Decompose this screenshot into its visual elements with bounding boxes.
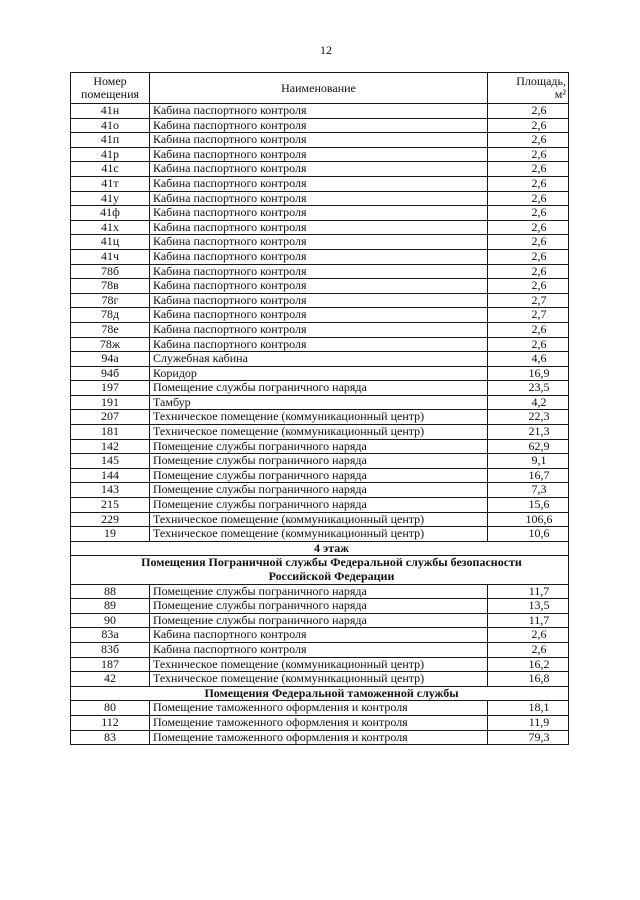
- room-area-cell: 2,7: [488, 308, 569, 323]
- room-name-cell: Помещение службы пограничного наряда: [150, 469, 488, 484]
- room-name-cell: Помещение службы пограничного наряда: [150, 454, 488, 469]
- room-number-cell: 41о: [71, 119, 150, 134]
- room-name-cell: Кабина паспортного контроля: [150, 192, 488, 207]
- room-number-cell: 78г: [71, 294, 150, 309]
- room-number-cell: 207: [71, 410, 150, 425]
- room-name-cell: Помещение службы пограничного наряда: [150, 585, 488, 600]
- table-row: [71, 221, 569, 236]
- room-number-cell: 41т: [71, 177, 150, 192]
- room-name-cell: Помещение службы пограничного наряда: [150, 440, 488, 455]
- table-row: [71, 498, 569, 513]
- table-row: [71, 367, 569, 382]
- room-number-cell: 181: [71, 425, 150, 440]
- room-number-cell: 88: [71, 585, 150, 600]
- section-heading: 4 этаж: [314, 541, 349, 555]
- section-heading: Помещения Федеральной таможенной службы: [204, 686, 459, 700]
- room-name-cell: Кабина паспортного контроля: [150, 308, 488, 323]
- room-name-cell: Техническое помещение (коммуникационный центр): [150, 513, 488, 528]
- room-area-cell: 2,6: [488, 338, 569, 353]
- table-row: [71, 469, 569, 484]
- page-number: 12: [320, 43, 332, 57]
- room-number-cell: 229: [71, 513, 150, 528]
- room-area-cell: 16,8: [488, 672, 569, 687]
- room-number-cell: 78е: [71, 323, 150, 338]
- room-area-cell: 18,1: [488, 701, 569, 716]
- room-area-cell: 21,3: [488, 425, 569, 440]
- room-name-cell: Помещение службы пограничного наряда: [150, 381, 488, 396]
- room-number-cell: 191: [71, 396, 150, 411]
- section-heading-row: [71, 542, 569, 557]
- table-row: [71, 483, 569, 498]
- table-row: [71, 279, 569, 294]
- room-area-cell: 2,6: [488, 192, 569, 207]
- room-name-cell: Кабина паспортного контроля: [150, 323, 488, 338]
- room-number-cell: 142: [71, 440, 150, 455]
- room-name-cell: Кабина паспортного контроля: [150, 119, 488, 134]
- room-area-cell: 7,3: [488, 483, 569, 498]
- table-row: [71, 352, 569, 367]
- rooms-table: [70, 72, 569, 745]
- room-number-cell: 83: [71, 731, 150, 746]
- table-row: [71, 206, 569, 221]
- room-name-cell: Кабина паспортного контроля: [150, 133, 488, 148]
- room-area-cell: 11,7: [488, 614, 569, 629]
- room-name-cell: Помещение таможенного оформления и контроля: [150, 716, 488, 731]
- room-name-cell: Служебная кабина: [150, 352, 488, 367]
- room-area-cell: 2,6: [488, 279, 569, 294]
- room-number-cell: 78б: [71, 265, 150, 280]
- table-row: [71, 177, 569, 192]
- table-row: [71, 338, 569, 353]
- room-area-cell: 2,6: [488, 643, 569, 658]
- header-room-area: [488, 73, 569, 104]
- section-heading: Помещения Пограничной службы Федеральной службы безопасности Российской Федерации: [141, 556, 522, 583]
- table-row: [71, 716, 569, 731]
- header-room-number: Номер помещения: [71, 73, 150, 104]
- room-name-cell: Техническое помещение (коммуникационный центр): [150, 672, 488, 687]
- section-heading-cell: [71, 556, 569, 584]
- room-name-cell: Кабина паспортного контроля: [150, 250, 488, 265]
- table-row: [71, 148, 569, 163]
- table-row: [71, 731, 569, 746]
- section-heading-row: [71, 556, 569, 584]
- room-number-cell: 41п: [71, 133, 150, 148]
- room-number-cell: 187: [71, 658, 150, 673]
- room-number-cell: 215: [71, 498, 150, 513]
- room-area-cell: 11,9: [488, 716, 569, 731]
- table-row: [71, 513, 569, 528]
- room-area-cell: 2,6: [488, 104, 569, 119]
- room-area-cell: 79,3: [488, 731, 569, 746]
- room-number-cell: 145: [71, 454, 150, 469]
- room-number-cell: 112: [71, 716, 150, 731]
- room-number-cell: 144: [71, 469, 150, 484]
- table-row: [71, 643, 569, 658]
- room-number-cell: 41с: [71, 162, 150, 177]
- table-row: [71, 454, 569, 469]
- room-name-cell: Кабина паспортного контроля: [150, 628, 488, 643]
- room-name-cell: Кабина паспортного контроля: [150, 643, 488, 658]
- room-name-cell: Коридор: [150, 367, 488, 382]
- section-heading-cell: [71, 687, 569, 702]
- room-area-cell: 2,6: [488, 235, 569, 250]
- table-body: [71, 104, 569, 745]
- room-area-cell: 106,6: [488, 513, 569, 528]
- room-name-cell: Кабина паспортного контроля: [150, 104, 488, 119]
- table-row: [71, 410, 569, 425]
- room-name-cell: Помещение таможенного оформления и контроля: [150, 731, 488, 746]
- room-area-cell: 11,7: [488, 585, 569, 600]
- room-name-cell: Помещение службы пограничного наряда: [150, 498, 488, 513]
- room-number-cell: 41ч: [71, 250, 150, 265]
- table-row: [71, 599, 569, 614]
- room-area-cell: 22,3: [488, 410, 569, 425]
- table-row: [71, 192, 569, 207]
- room-number-cell: 89: [71, 599, 150, 614]
- room-number-cell: 143: [71, 483, 150, 498]
- room-name-cell: Помещение таможенного оформления и контроля: [150, 701, 488, 716]
- room-name-cell: Помещение службы пограничного наряда: [150, 483, 488, 498]
- header-area-label: Площадь,: [516, 74, 566, 88]
- room-number-cell: 78ж: [71, 338, 150, 353]
- room-name-cell: Кабина паспортного контроля: [150, 148, 488, 163]
- table-row: [71, 250, 569, 265]
- table-row: [71, 440, 569, 455]
- room-number-cell: 41н: [71, 104, 150, 119]
- room-name-cell: Кабина паспортного контроля: [150, 338, 488, 353]
- room-area-cell: 4,6: [488, 352, 569, 367]
- table-row: [71, 133, 569, 148]
- room-area-cell: 4,2: [488, 396, 569, 411]
- room-area-cell: 2,6: [488, 177, 569, 192]
- table-row: [71, 658, 569, 673]
- room-area-cell: 2,6: [488, 162, 569, 177]
- room-area-cell: 16,7: [488, 469, 569, 484]
- room-name-cell: Кабина паспортного контроля: [150, 162, 488, 177]
- room-number-cell: 42: [71, 672, 150, 687]
- table-row: [71, 119, 569, 134]
- table-row: [71, 308, 569, 323]
- room-name-cell: Кабина паспортного контроля: [150, 279, 488, 294]
- room-name-cell: Кабина паспортного контроля: [150, 265, 488, 280]
- table-row: [71, 104, 569, 119]
- room-name-cell: Кабина паспортного контроля: [150, 221, 488, 236]
- header-area-unit: м²: [554, 87, 566, 101]
- room-area-cell: 9,1: [488, 454, 569, 469]
- table-row: [71, 294, 569, 309]
- room-area-cell: 10,6: [488, 527, 569, 542]
- room-number-cell: 41р: [71, 148, 150, 163]
- table-row: [71, 381, 569, 396]
- room-number-cell: 78д: [71, 308, 150, 323]
- table-header-row: [71, 73, 569, 104]
- room-area-cell: 16,9: [488, 367, 569, 382]
- room-area-cell: 13,5: [488, 599, 569, 614]
- room-number-cell: 41х: [71, 221, 150, 236]
- room-number-cell: 19: [71, 527, 150, 542]
- room-name-cell: Техническое помещение (коммуникационный центр): [150, 527, 488, 542]
- room-area-cell: 2,6: [488, 628, 569, 643]
- table-row: [71, 162, 569, 177]
- table-row: [71, 425, 569, 440]
- room-number-cell: 41ф: [71, 206, 150, 221]
- table-row: [71, 265, 569, 280]
- table-row: [71, 396, 569, 411]
- room-number-cell: 94а: [71, 352, 150, 367]
- room-name-cell: Техническое помещение (коммуникационный центр): [150, 425, 488, 440]
- room-name-cell: Кабина паспортного контроля: [150, 294, 488, 309]
- room-name-cell: Техническое помещение (коммуникационный центр): [150, 658, 488, 673]
- table-row: [71, 323, 569, 338]
- room-number-cell: 83а: [71, 628, 150, 643]
- room-number-cell: 90: [71, 614, 150, 629]
- room-area-cell: 16,2: [488, 658, 569, 673]
- room-number-cell: 78в: [71, 279, 150, 294]
- table-row: [71, 527, 569, 542]
- room-area-cell: 23,5: [488, 381, 569, 396]
- room-number-cell: 41у: [71, 192, 150, 207]
- room-number-cell: 197: [71, 381, 150, 396]
- room-area-cell: 2,6: [488, 148, 569, 163]
- room-name-cell: Помещение службы пограничного наряда: [150, 599, 488, 614]
- table-row: [71, 672, 569, 687]
- header-room-name: Наименование: [150, 73, 488, 104]
- table-row: [71, 628, 569, 643]
- room-area-cell: 2,6: [488, 221, 569, 236]
- room-number-cell: 83б: [71, 643, 150, 658]
- section-heading-cell: [71, 542, 569, 557]
- room-number-cell: 41ц: [71, 235, 150, 250]
- room-name-cell: Кабина паспортного контроля: [150, 235, 488, 250]
- table-row: [71, 614, 569, 629]
- room-name-cell: Техническое помещение (коммуникационный центр): [150, 410, 488, 425]
- room-name-cell: Кабина паспортного контроля: [150, 206, 488, 221]
- table-row: [71, 235, 569, 250]
- table-row: [71, 585, 569, 600]
- room-name-cell: Кабина паспортного контроля: [150, 177, 488, 192]
- room-name-cell: Помещение службы пограничного наряда: [150, 614, 488, 629]
- room-number-cell: 94б: [71, 367, 150, 382]
- room-area-cell: 2,6: [488, 323, 569, 338]
- room-area-cell: 2,6: [488, 265, 569, 280]
- room-area-cell: 2,6: [488, 206, 569, 221]
- room-area-cell: 2,7: [488, 294, 569, 309]
- room-area-cell: 2,6: [488, 250, 569, 265]
- room-area-cell: 2,6: [488, 133, 569, 148]
- room-number-cell: 80: [71, 701, 150, 716]
- room-area-cell: 2,6: [488, 119, 569, 134]
- room-area-cell: 62,9: [488, 440, 569, 455]
- room-name-cell: Тамбур: [150, 396, 488, 411]
- table-row: [71, 701, 569, 716]
- section-heading-row: [71, 687, 569, 702]
- room-area-cell: 15,6: [488, 498, 569, 513]
